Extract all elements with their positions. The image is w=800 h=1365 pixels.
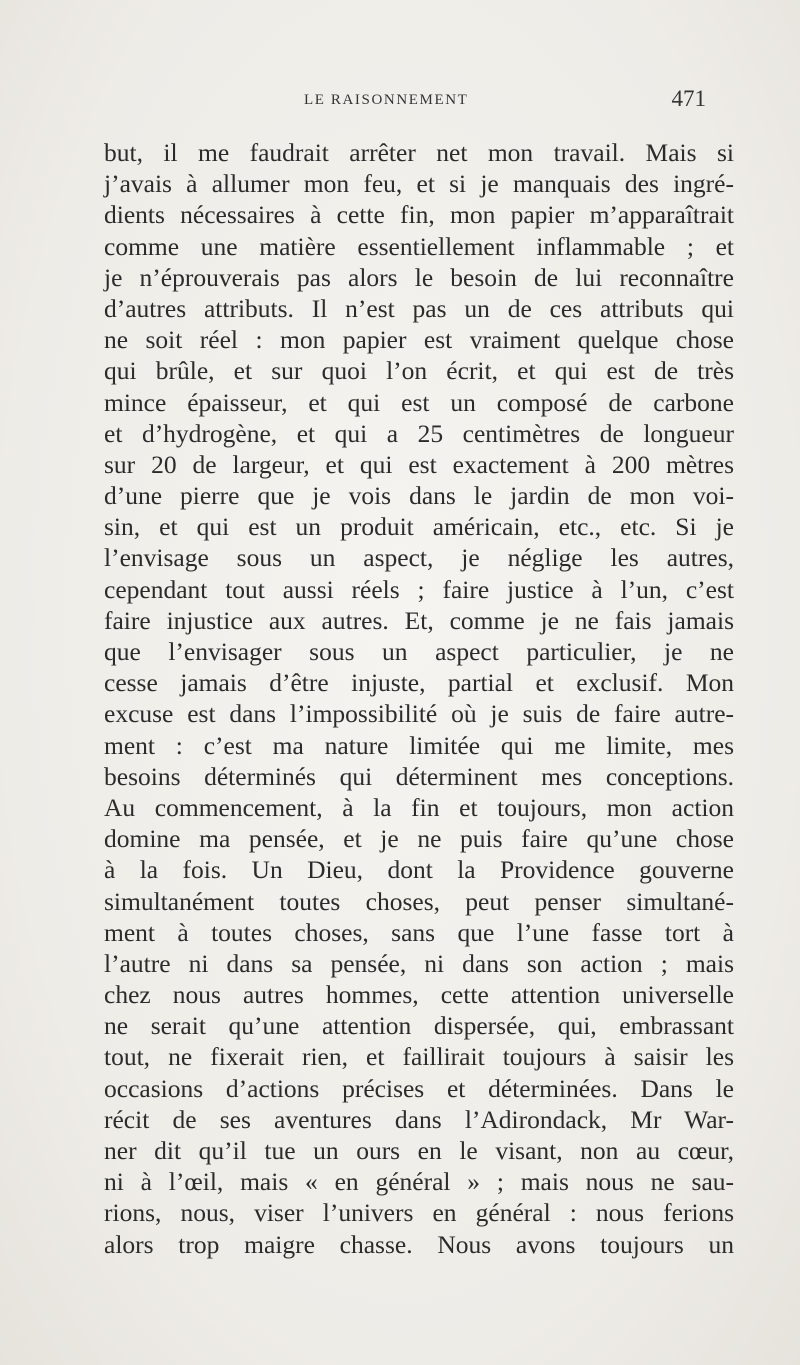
- text-line: comme une matière essentiellement inflammable ; et: [104, 231, 734, 261]
- text-line: je n’éprouverais pas alors le besoin de lui reconnaître: [104, 262, 734, 292]
- text-line: à la fois. Un Dieu, dont la Providence gouverne: [104, 855, 734, 885]
- text-line: alors trop maigre chasse. Nous avons toujours un: [104, 1229, 734, 1259]
- text-line: l’autre ni dans sa pensée, ni dans son action ; mais: [104, 948, 734, 978]
- text-line: ment : c’est ma nature limitée qui me limite, mes: [104, 730, 734, 760]
- text-line: but, il me faudrait arrêter net mon travail. Mais si: [104, 138, 734, 167]
- text-line: tout, ne fixerait rien, et faillirait toujours à saisir les: [104, 1042, 734, 1072]
- text-line: qui brûle, et sur quoi l’on écrit, et qui est de très: [104, 356, 734, 386]
- text-line: et d’hydrogène, et qui a 25 centimètres de longueur: [104, 418, 734, 448]
- text-line: domine ma pensée, et je ne puis faire qu’une chose: [104, 824, 734, 854]
- page-number: 471: [671, 86, 706, 111]
- text-line: rions, nous, viser l’univers en général : nous ferions: [104, 1198, 734, 1228]
- text-line: dients nécessaires à cette fin, mon papier m’apparaîtrait: [104, 200, 734, 230]
- text-line: sur 20 de largeur, et qui est exactement à 200 mètres: [104, 449, 734, 479]
- running-head: LE RAISONNEMENT: [304, 92, 469, 108]
- text-line: ner dit qu’il tue un ours en le visant, non au cœur,: [104, 1136, 734, 1165]
- text-line: cesse jamais d’être injuste, partial et exclusif. Mon: [104, 668, 734, 698]
- text-line: besoins déterminés qui déterminent mes conceptions.: [104, 761, 734, 791]
- text-line: l’envisage sous un aspect, je néglige les autres,: [104, 543, 734, 573]
- text-line: faire injustice aux autres. Et, comme je ne fais jamais: [104, 605, 734, 635]
- text-line: mince épaisseur, et qui est un composé de carbone: [104, 387, 734, 417]
- text-line: occasions d’actions précises et déterminées. Dans le: [104, 1073, 734, 1103]
- text-line: d’une pierre que je vois dans le jardin de mon voi-: [104, 481, 734, 511]
- text-line: excuse est dans l’impossibilité où je suis de faire autre-: [104, 699, 734, 729]
- text-line: sin, et qui est un produit américain, etc., etc. Si je: [104, 512, 734, 542]
- text-line: ne soit réel : mon papier est vraiment quelque chose: [104, 325, 734, 355]
- text-line: j’avais à allumer mon feu, et si je manquais des ingré-: [104, 169, 734, 199]
- text-line: chez nous autres hommes, cette attention universelle: [104, 980, 734, 1010]
- text-line: ni à l’œil, mais « en général » ; mais nous ne sau-: [104, 1167, 734, 1197]
- text-line: cependant tout aussi réels ; faire justice à l’un, c’est: [104, 574, 734, 604]
- text-line: que l’envisager sous un aspect particulier, je ne: [104, 637, 734, 666]
- text-line: ne serait qu’une attention dispersée, qui, embrassant: [104, 1011, 734, 1041]
- text-line: Au commencement, à la fin et toujours, mon action: [104, 792, 734, 822]
- text-line: ment à toutes choses, sans que l’une fasse tort à: [104, 917, 734, 947]
- page-header: [90, 86, 730, 122]
- text-line: récit de ses aventures dans l’Adirondack, Mr War-: [104, 1104, 734, 1134]
- text-line: simultanément toutes choses, peut penser simultané-: [104, 886, 734, 916]
- body-text: [104, 137, 734, 1260]
- text-line: d’autres attributs. Il n’est pas un de ces attributs qui: [104, 293, 734, 323]
